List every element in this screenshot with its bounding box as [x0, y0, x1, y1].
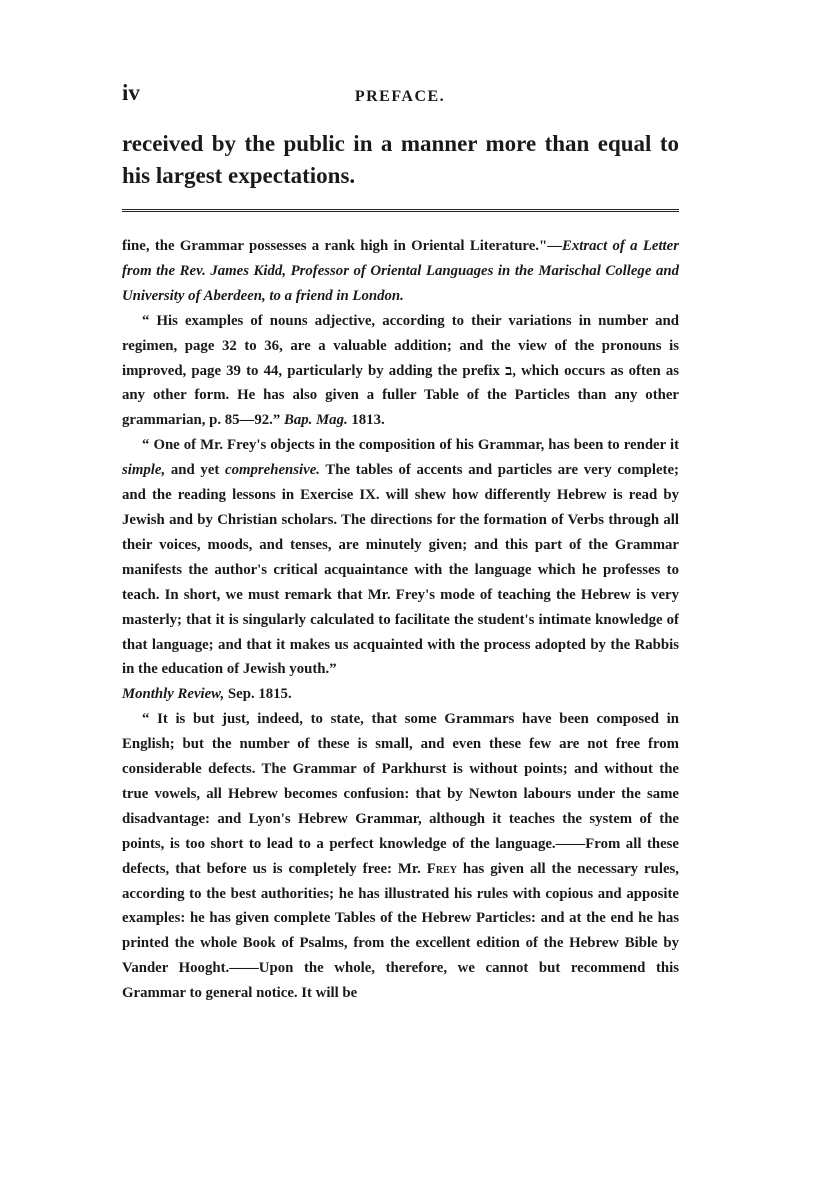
review-quote-continued: [122, 707, 679, 1006]
monthly-source: Monthly Review,: [122, 686, 225, 703]
page-header: [122, 80, 678, 110]
monthly-text-3: The tables of accents and particles are very complete; and the reading lessons in Exercise IX. will shew how differently Hebrew is read by Jewish and by Christian scholars. The directions for the formation of Verbs through all their voices, moods, and tenses, are minutely given; and this part of the Grammar manifests the author's critical acquaintance with the language which he professes to teach. In short, we must remark that Mr. Frey's mode of teaching the Hebrew is very masterly; that it is singularly calculated to facilitate the student's intimate knowledge of that language; and that it makes us acquainted with the process adopted by the Rabbis in the education of Jewish youth.”: [122, 462, 679, 678]
running-title: PREFACE.: [354, 88, 446, 105]
review-text-2: has given all the necessary rules, according to the best authorities; he has illustrated his rules with copious and apposite examples: he has given complete Tables of the Hebrew Particles: and at the end he has printed the whole Book of Psalms, from the excellent edition of the Hebrew Bible by Vander Hooght.——Upon the whole, therefore, we cannot but recommend this Grammar to general notice. It will be: [122, 860, 679, 1002]
monthly-emphasis-simple: simple,: [122, 462, 166, 479]
monthly-text-2: and yet: [165, 462, 226, 479]
kidd-extract: [122, 234, 679, 309]
monthly-text-1: “ One of Mr. Frey's objects in the composition of his Grammar, has been to render it: [142, 437, 679, 454]
monthly-review-quote: [122, 433, 679, 682]
monthly-review-attribution: [122, 682, 679, 707]
author-name: Frey: [426, 860, 457, 877]
bap-year: 1813.: [351, 412, 385, 429]
main-text: received by the public in a manner more than equal to his largest expectations.: [122, 131, 679, 188]
page-number: iv: [122, 80, 140, 105]
review-text-1: “ It is but just, indeed, to state, that some Grammars have been composed in English; but the number of these is small, and even these few are not free from considerable defects. The Grammar of Parkhurst is without points; and without the true vowels, all Hebrew becomes confusion: that by Newton labours under the same disadvantage: and Lyon's Hebrew Grammar, although it teaches the system of the points, is too short to lead to a perfect knowledge of the language.——From all these defects, that before us is completely free: Mr.: [122, 711, 679, 877]
footnote-rule: [122, 209, 679, 212]
bap-quote-text: “ His examples of nouns adjective, according to their variations in number and regimen, page 32 to 36, are a valuable addition; and the view of the pronouns is improved, page 39 to 44, particularly by adding the prefix ב, which occurs as often as any other form. He has also given a fuller Table of the Particles than any other grammarian, p. 85—92.”: [122, 312, 679, 429]
monthly-emphasis-comprehensive: comprehensive.: [225, 462, 320, 479]
footnotes: [122, 234, 679, 1006]
kidd-quote-end: fine, the Grammar possesses a rank high in Oriental Literature."—: [122, 238, 563, 254]
kidd-source: Extract of a Letter from the Rev. James Kidd, Professor of Oriental Languages in the Marischal College and University of Aberdeen, to a friend in London.: [122, 238, 679, 304]
bap-mag-quote: [122, 309, 679, 434]
monthly-date: Sep. 1815.: [227, 686, 292, 703]
bap-source: Bap. Mag.: [283, 412, 348, 429]
